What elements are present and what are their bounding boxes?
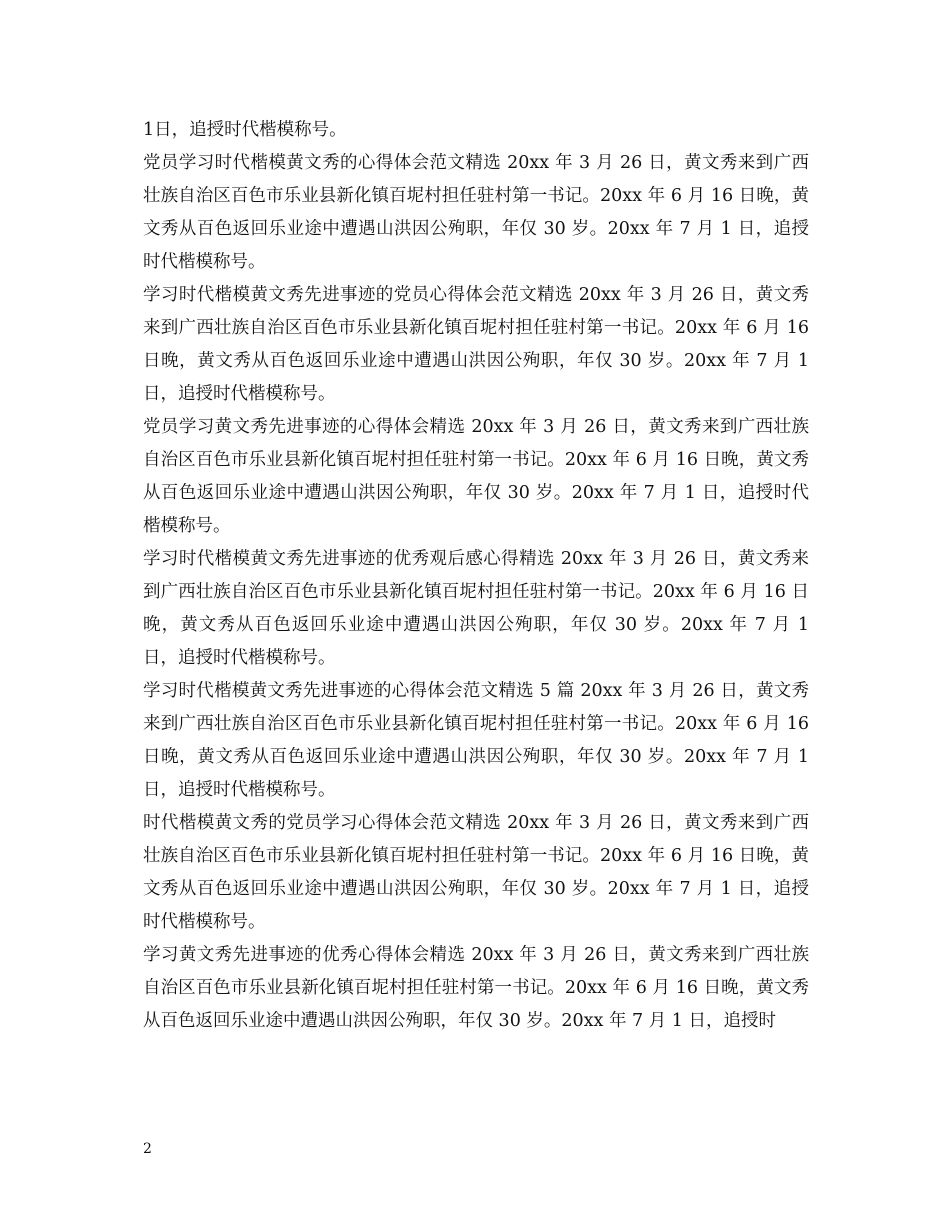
paragraph: 时代楷模黄文秀的党员学习心得体会范文精选 20xx 年 3 月 26 日，黄文秀来到广西壮族自治区百色市乐业县新化镇百坭村担任驻村第一书记。20xx 年 6 月 16 日晚，黄文秀从百色返回乐业途中遭遇山洪因公殉职，年仅 30 岁。20xx 年 7 月 1 日，追授时代楷模称号。 [143,813,809,932]
document-body [143,114,809,1038]
paragraph: 党员学习黄文秀先进事迹的心得体会精选 20xx 年 3 月 26 日，黄文秀来到广西壮族自治区百色市乐业县新化镇百坭村担任驻村第一书记。20xx 年 6 月 16 日晚，黄文秀从百色返回乐业途中遭遇山洪因公殉职，年仅 30 岁。20xx 年 7 月 1 日，追授时代楷模称号。 [143,417,809,536]
paragraph: 1日，追授时代楷模称号。 [143,120,347,140]
paragraph: 党员学习时代楷模黄文秀的心得体会范文精选 20xx 年 3 月 26 日，黄文秀来到广西壮族自治区百色市乐业县新化镇百坭村担任驻村第一书记。20xx 年 6 月 16 日晚，黄文秀从百色返回乐业途中遭遇山洪因公殉职，年仅 30 岁。20xx 年 7 月 1 日，追授时代楷模称号。 [143,153,809,272]
page-number: 2 [143,1141,152,1157]
paragraph: 学习时代楷模黄文秀先进事迹的优秀观后感心得精选 20xx 年 3 月 26 日，黄文秀来到广西壮族自治区百色市乐业县新化镇百坭村担任驻村第一书记。20xx 年 6 月 16 日晚，黄文秀从百色返回乐业途中遭遇山洪因公殉职，年仅 30 岁。20xx 年 7 月 1 日，追授时代楷模称号。 [143,549,809,668]
paragraph: 学习时代楷模黄文秀先进事迹的党员心得体会范文精选 20xx 年 3 月 26 日，黄文秀来到广西壮族自治区百色市乐业县新化镇百坭村担任驻村第一书记。20xx 年 6 月 16 日晚，黄文秀从百色返回乐业途中遭遇山洪因公殉职，年仅 30 岁。20xx 年 7 月 1 日，追授时代楷模称号。 [143,285,809,404]
paragraph: 学习黄文秀先进事迹的优秀心得体会精选 20xx 年 3 月 26 日，黄文秀来到广西壮族自治区百色市乐业县新化镇百坭村担任驻村第一书记。20xx 年 6 月 16 日晚，黄文秀从百色返回乐业途中遭遇山洪因公殉职，年仅 30 岁。20xx 年 7 月 1 日，追授时 [143,945,809,1031]
paragraph: 学习时代楷模黄文秀先进事迹的心得体会范文精选 5 篇 20xx 年 3 月 26 日，黄文秀来到广西壮族自治区百色市乐业县新化镇百坭村担任驻村第一书记。20xx 年 6 月 16 日晚，黄文秀从百色返回乐业途中遭遇山洪因公殉职，年仅 30 岁。20xx 年 7 月 1 日，追授时代楷模称号。 [143,681,809,800]
